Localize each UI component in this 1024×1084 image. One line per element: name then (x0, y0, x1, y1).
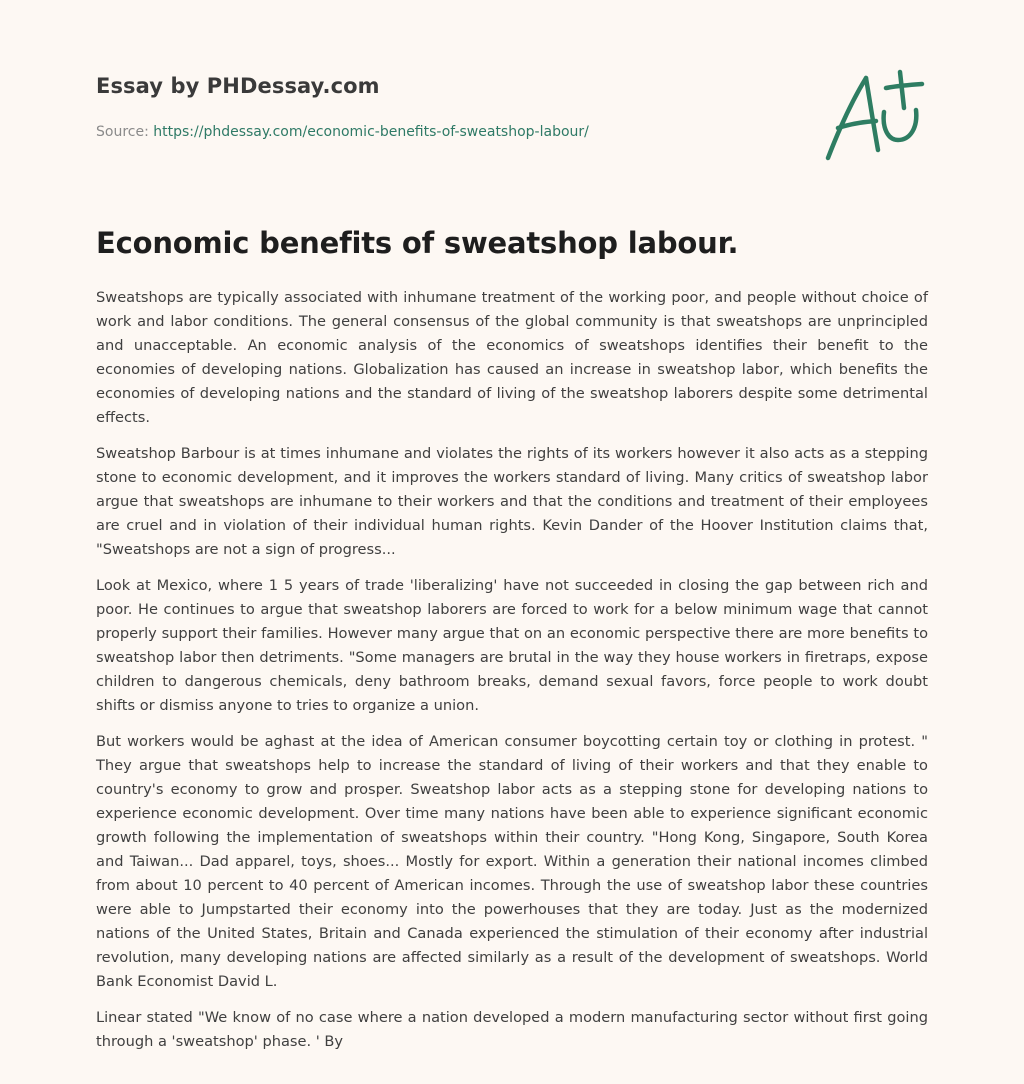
a-plus-logo (818, 66, 930, 166)
essay-body (96, 286, 928, 1066)
essay-paragraph: Sweatshop Barbour is at times inhumane and violates the rights of its workers however it also acts as a stepping stone to economic development, and it improves the workers standard of living. Many critics of sweatshop labor argue that sweatshops are inhumane to their workers and that the conditions and treatment of their employees are cruel and in violation of their individual human rights. Kevin Dander of the Hoover Institution claims that, "Sweatshops are not a sign of progress... (96, 445, 928, 558)
essay-paragraph: But workers would be aghast at the idea of American consumer boycotting certain toy or clothing in protest. " They argue that sweatshops help to increase the standard of living of their workers and that they enable to country's economy to grow and prosper. Sweatshop labor acts as a stepping stone for developing nations to experience economic development. Over time many nations have been able to experience significant economic growth following the implementation of sweatshops within their country. "Hong Kong, Singapore, South Korea and Taiwan... Dad apparel, toys, shoes... Mostly for export. Within a generation their national incomes climbed from about 10 percent to 40 percent of American incomes. Through the use of sweatshop labor these countries were able to Jumpstarted their economy into the powerhouses that they are today. Just as the modernized nations of the United States, Britain and Canada experienced the stimulation of their economy after industrial revolution, many developing nations are affected similarly as a result of the development of sweatshops. World Bank Economist David L. (96, 733, 928, 990)
site-header (96, 74, 736, 98)
source-line (96, 124, 589, 140)
essay-paragraph: Sweatshops are typically associated with inhumane treatment of the working poor, and people without choice of work and labor conditions. The general consensus of the global community is that sweatshops are unprincipled and unacceptable. An economic analysis of the economics of sweatshops identifies their benefit to the economies of developing nations. Globalization has caused an increase in sweatshop labor, which benefits the economies of developing nations and the standard of living of the sweatshop laborers despite some detrimental effects. (96, 289, 928, 426)
essay-title: Economic benefits of sweatshop labour. (96, 226, 739, 260)
essay-paragraph: Linear stated "We know of no case where a nation developed a modern manufacturing sector without first going through a 'sweatshop' phase. ' By (96, 1009, 928, 1050)
site-brand: Essay by PHDessay.com (96, 74, 380, 98)
a-plus-logo-icon (818, 66, 930, 166)
source-label: Source: (96, 124, 149, 140)
essay-paragraph: Look at Mexico, where 1 5 years of trade 'liberalizing' have not succeeded in closing the gap between rich and poor. He continues to argue that sweatshop laborers are forced to work for a below minimum wage that cannot properly support their families. However many argue that on an economic perspective there are more benefits to sweatshop labor then detriments. "Some managers are brutal in the way they house workers in firetraps, expose children to dangerous chemicals, deny bathroom breaks, demand sexual favors, force people to work doubt shifts or dismiss anyone to tries to organize a union. (96, 577, 928, 714)
source-link[interactable]: https://phdessay.com/economic-benefits-of-sweatshop-labour/ (153, 124, 589, 140)
